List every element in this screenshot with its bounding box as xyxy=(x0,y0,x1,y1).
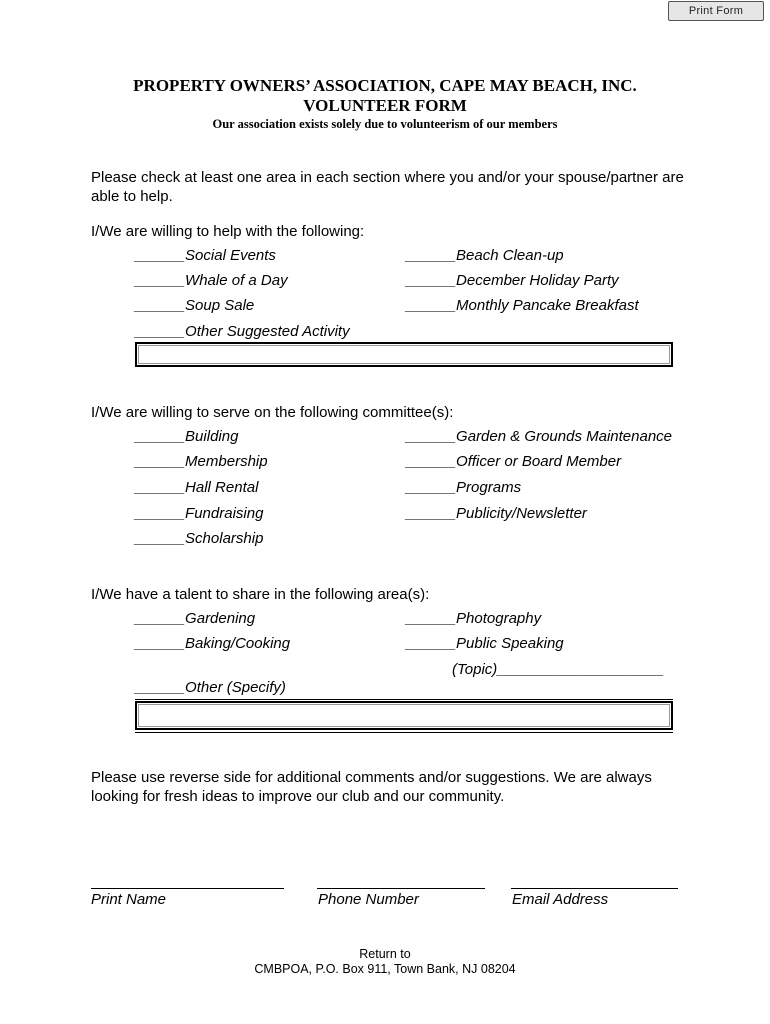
help-option-other: ______Other Suggested Activity xyxy=(135,323,350,340)
committee-scholarship: ______Scholarship xyxy=(135,530,264,547)
help-option-beach-cleanup: ______Beach Clean-up xyxy=(406,247,564,264)
committee-membership: ______Membership xyxy=(135,453,268,470)
help-option-soup-sale: ______Soup Sale xyxy=(135,297,255,314)
instructions-text: Please check at least one area in each section where you and/or your spouse/partner are able to help. xyxy=(91,169,684,205)
closing-text: Please use reverse side for additional comments and/or suggestions. We are always looking for fresh ideas to improve our club and our community. xyxy=(91,769,652,805)
form-subtitle: Our association exists solely due to volunteerism of our members xyxy=(212,117,558,131)
other-specify-underline xyxy=(135,699,673,700)
talent-public-speaking: ______Public Speaking xyxy=(406,635,564,652)
return-address: CMBPOA, P.O. Box 911, Town Bank, NJ 08204 xyxy=(254,962,516,976)
other-specify-underline-bottom xyxy=(135,732,673,733)
email-address-label: Email Address xyxy=(512,891,609,908)
other-activity-field[interactable] xyxy=(135,342,673,367)
print-name-line xyxy=(91,888,284,889)
committee-building: ______Building xyxy=(135,428,239,445)
form-title-line1: PROPERTY OWNERS’ ASSOCIATION, CAPE MAY BEACH, INC. xyxy=(133,76,637,95)
other-specify-field[interactable] xyxy=(135,701,673,730)
talent-other: ______Other (Specify) xyxy=(135,679,286,696)
print-form-button[interactable]: Print Form xyxy=(668,1,764,21)
talent-photography: ______Photography xyxy=(406,610,542,627)
form-title-line2: VOLUNTEER FORM xyxy=(303,96,467,115)
committee-officer-board: ______Officer or Board Member xyxy=(406,453,622,470)
talent-gardening: ______Gardening xyxy=(135,610,256,627)
talents-heading: I/We have a talent to share in the following area(s): xyxy=(91,586,430,603)
phone-number-label: Phone Number xyxy=(318,891,419,908)
help-option-pancake-breakfast: ______Monthly Pancake Breakfast xyxy=(406,297,639,314)
committee-fundraising: ______Fundraising xyxy=(135,505,264,522)
committee-hall-rental: ______Hall Rental xyxy=(135,479,259,496)
committee-publicity-newsletter: ______Publicity/Newsletter xyxy=(406,505,587,522)
help-heading: I/We are willing to help with the following: xyxy=(91,223,365,240)
email-address-line xyxy=(511,888,678,889)
phone-number-line xyxy=(317,888,485,889)
talent-baking-cooking: ______Baking/Cooking xyxy=(135,635,291,652)
committee-garden-grounds: ______Garden & Grounds Maintenance xyxy=(406,428,673,445)
print-name-label: Print Name xyxy=(91,891,167,908)
help-option-social-events: ______Social Events xyxy=(135,247,276,264)
talent-topic: (Topic)____________________ xyxy=(452,661,665,678)
committee-programs: ______Programs xyxy=(406,479,522,496)
committees-heading: I/We are willing to serve on the following committee(s): xyxy=(91,404,454,421)
help-option-whale-of-a-day: ______Whale of a Day xyxy=(135,272,288,289)
return-to-label: Return to xyxy=(359,947,411,961)
help-option-holiday-party: ______December Holiday Party xyxy=(406,272,619,289)
